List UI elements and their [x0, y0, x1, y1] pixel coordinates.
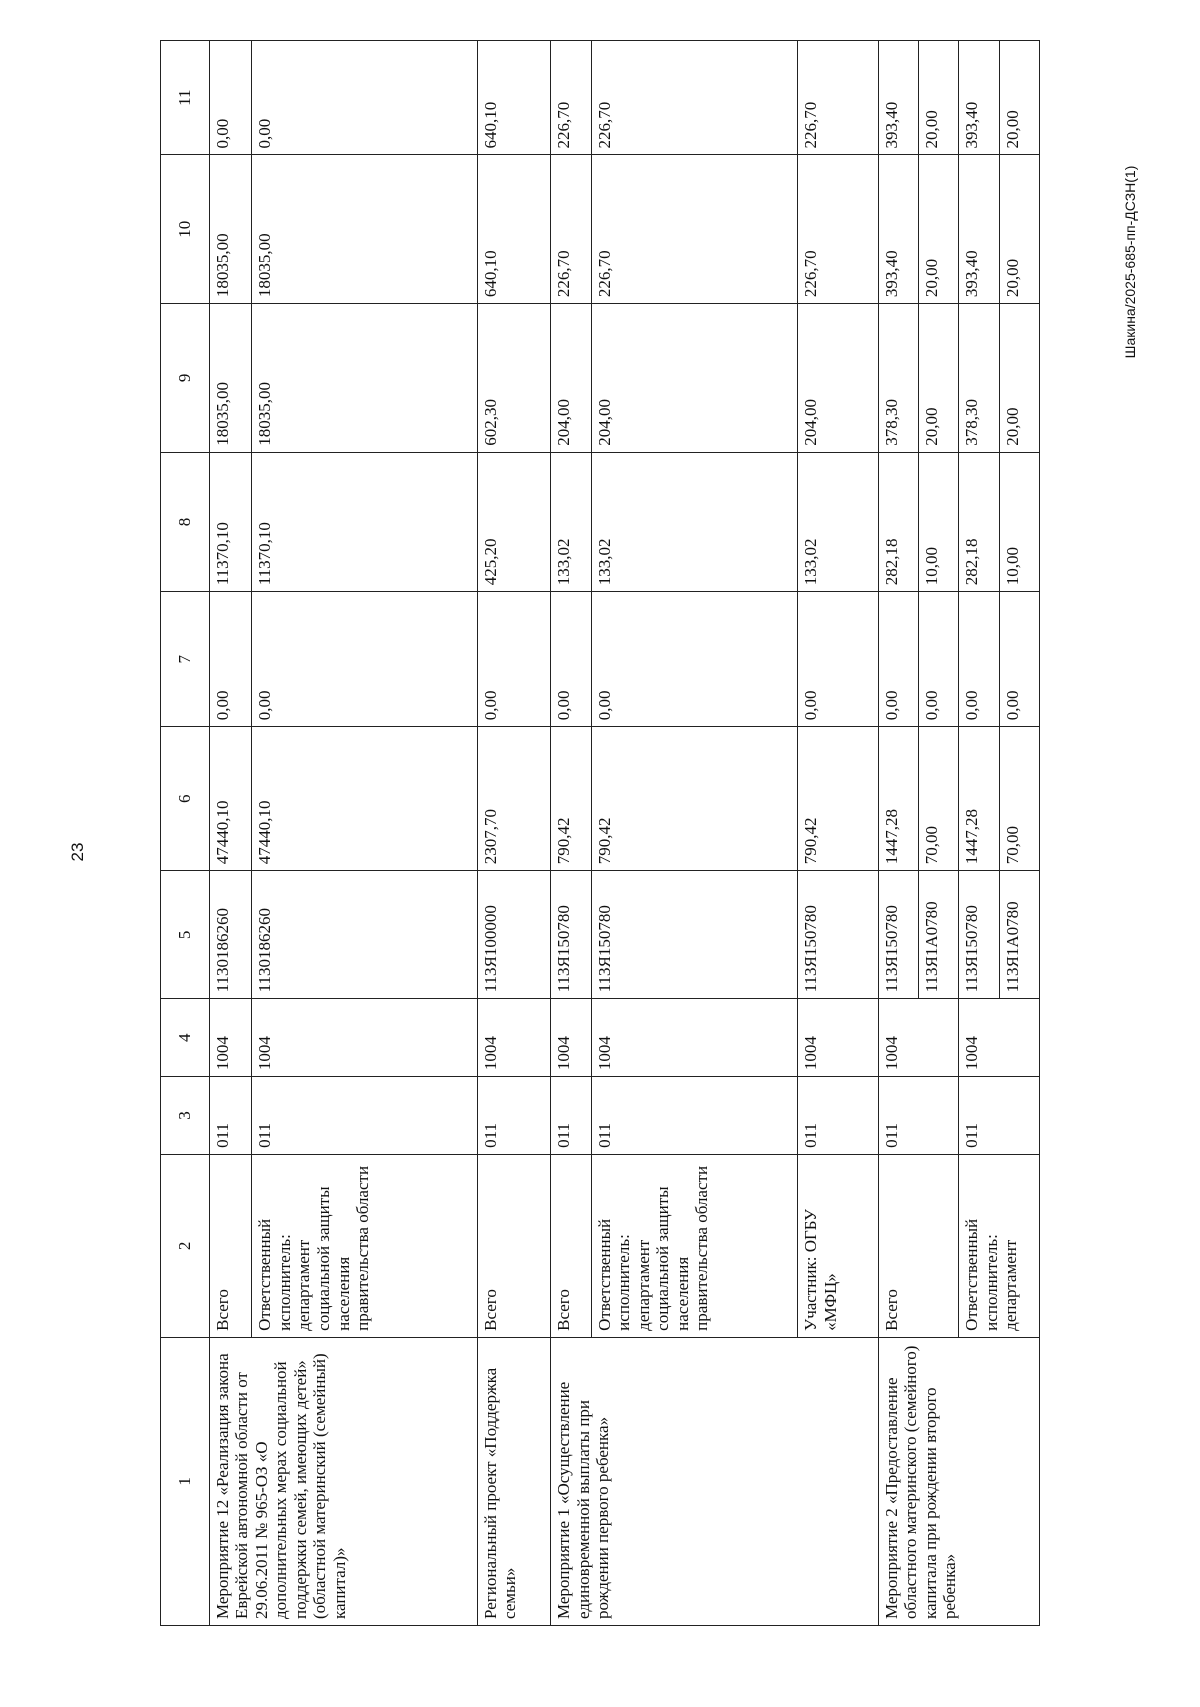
m2-total-label: Всего: [878, 1154, 959, 1337]
m2-resp-r1-c10: 393,40: [959, 155, 999, 304]
m2-total-r1-c8: 282,18: [878, 452, 918, 592]
m2-total-c4: 1004: [878, 999, 959, 1077]
m12-total-c3: 011: [209, 1077, 252, 1155]
m1-resp-c7: 0,00: [591, 592, 797, 727]
m1-resp-label: Ответственный исполнитель: департамент социальной защиты населения правительства области: [591, 1154, 797, 1337]
rp-total-c3: 011: [477, 1077, 551, 1155]
col-header-9: 9: [161, 304, 210, 453]
m1-part-c9: 204,00: [797, 304, 878, 453]
m2-total-r1-c11: 393,40: [878, 41, 918, 155]
m12-resp-c6: 47440,10: [252, 727, 477, 871]
m12-total-c11: 0,00: [209, 41, 252, 155]
m2-total-r2-c11: 20,00: [918, 41, 958, 155]
m12-resp-c8: 11370,10: [252, 452, 477, 592]
m1-resp-c3: 011: [591, 1077, 797, 1155]
col-header-7: 7: [161, 592, 210, 727]
m12-total-c7: 0,00: [209, 592, 252, 727]
m2-resp-r2-c5: 113Я1А0780: [999, 871, 1039, 999]
rp-total-c6: 2307,70: [477, 727, 551, 871]
m2-resp-c3: 011: [959, 1077, 1040, 1155]
col-header-6: 6: [161, 727, 210, 871]
m2-total-r1-c9: 378,30: [878, 304, 918, 453]
m12-total-label: Всего: [209, 1154, 252, 1337]
m1-total-c10: 226,70: [551, 155, 591, 304]
m2-total-r1-c5: 113Я150780: [878, 871, 918, 999]
budget-table-rotated: [160, 40, 1040, 1626]
m2-resp-r2-c9: 20,00: [999, 304, 1039, 453]
m1-total-c9: 204,00: [551, 304, 591, 453]
m1-resp-c6: 790,42: [591, 727, 797, 871]
m2-resp-r1-c6: 1447,28: [959, 727, 999, 871]
m2-total-r1-c6: 1447,28: [878, 727, 918, 871]
m2-resp-r1-c9: 378,30: [959, 304, 999, 453]
m1-part-label: Участник: ОГБУ «МФЦ»: [797, 1154, 878, 1337]
m1-total-c5: 113Я150780: [551, 871, 591, 999]
m12-resp-c9: 18035,00: [252, 304, 477, 453]
m1-total-c7: 0,00: [551, 592, 591, 727]
col-header-3: 3: [161, 1077, 210, 1155]
m1-resp-c11: 226,70: [591, 41, 797, 155]
m1-resp-c5: 113Я150780: [591, 871, 797, 999]
table-row: [209, 41, 252, 1626]
m1-part-c5: 113Я150780: [797, 871, 878, 999]
m12-resp-c7: 0,00: [252, 592, 477, 727]
m12-total-c4: 1004: [209, 999, 252, 1077]
col-header-1: 1: [161, 1337, 210, 1625]
m1-part-c11: 226,70: [797, 41, 878, 155]
m2-resp-label: Ответственный исполнитель: департамент: [959, 1154, 1040, 1337]
document-code: Шакина/2025-685-пп-ДСЗН(1): [1122, 165, 1138, 359]
m1-total-c8: 133,02: [551, 452, 591, 592]
m12-total-c6: 47440,10: [209, 727, 252, 871]
rp-total-c7: 0,00: [477, 592, 551, 727]
m12-resp-label: Ответственный исполнитель: департамент социальной защиты населения правительства области: [252, 1154, 477, 1337]
m2-name: Мероприятие 2 «Предоставление областного материнского (семейного) капитала при рождении второго ребенка»: [878, 1337, 1039, 1625]
m2-resp-r1-c5: 113Я150780: [959, 871, 999, 999]
m2-total-r2-c9: 20,00: [918, 304, 958, 453]
m1-resp-c9: 204,00: [591, 304, 797, 453]
rp-name: Региональный проект «Поддержка семьи»: [477, 1337, 551, 1625]
rp-total-c10: 640,10: [477, 155, 551, 304]
m1-total-c3: 011: [551, 1077, 591, 1155]
m2-resp-r2-c10: 20,00: [999, 155, 1039, 304]
m1-name: Мероприятие 1 «Осуществление единовременной выплаты при рождении первого ребенка»: [551, 1337, 878, 1625]
budget-table: [160, 40, 1040, 1626]
m1-part-c6: 790,42: [797, 727, 878, 871]
table-row: [477, 41, 551, 1626]
rp-total-c4: 1004: [477, 999, 551, 1077]
m1-part-c10: 226,70: [797, 155, 878, 304]
m12-resp-c5: 1130186260: [252, 871, 477, 999]
m2-resp-c4: 1004: [959, 999, 1040, 1077]
m1-resp-c10: 226,70: [591, 155, 797, 304]
m2-total-c3: 011: [878, 1077, 959, 1155]
m2-total-r2-c7: 0,00: [918, 592, 958, 727]
m12-total-c9: 18035,00: [209, 304, 252, 453]
budget-table-wrapper: [160, 40, 1040, 1626]
m1-resp-c8: 133,02: [591, 452, 797, 592]
m2-resp-r2-c6: 70,00: [999, 727, 1039, 871]
m2-resp-r2-c7: 0,00: [999, 592, 1039, 727]
m1-part-c7: 0,00: [797, 592, 878, 727]
table-row: [878, 41, 918, 1626]
table-row: [551, 41, 591, 1626]
m1-resp-c4: 1004: [591, 999, 797, 1077]
col-header-8: 8: [161, 452, 210, 592]
m2-total-r2-c10: 20,00: [918, 155, 958, 304]
m1-part-c8: 133,02: [797, 452, 878, 592]
col-header-5: 5: [161, 871, 210, 999]
m2-total-r2-c6: 70,00: [918, 727, 958, 871]
col-header-4: 4: [161, 999, 210, 1077]
col-header-11: 11: [161, 41, 210, 155]
rp-total-c9: 602,30: [477, 304, 551, 453]
m12-total-c8: 11370,10: [209, 452, 252, 592]
m2-total-r2-c8: 10,00: [918, 452, 958, 592]
m1-part-c3: 011: [797, 1077, 878, 1155]
m2-resp-r1-c8: 282,18: [959, 452, 999, 592]
m2-total-r1-c7: 0,00: [878, 592, 918, 727]
m12-total-c5: 1130186260: [209, 871, 252, 999]
m1-total-label: Всего: [551, 1154, 591, 1337]
page-number: 23: [68, 842, 87, 862]
rp-total-c11: 640,10: [477, 41, 551, 155]
m1-total-c11: 226,70: [551, 41, 591, 155]
m2-resp-r2-c8: 10,00: [999, 452, 1039, 592]
rp-total-label: Всего: [477, 1154, 551, 1337]
m2-resp-r1-c7: 0,00: [959, 592, 999, 727]
m1-part-c4: 1004: [797, 999, 878, 1077]
m1-total-c4: 1004: [551, 999, 591, 1077]
m12-resp-c11: 0,00: [252, 41, 477, 155]
m2-resp-r2-c11: 20,00: [999, 41, 1039, 155]
rp-total-c8: 425,20: [477, 452, 551, 592]
rp-total-c5: 113Я100000: [477, 871, 551, 999]
col-header-2: 2: [161, 1154, 210, 1337]
column-number-row: [161, 41, 210, 1626]
m12-resp-c3: 011: [252, 1077, 477, 1155]
m12-name: Мероприятие 12 «Реализация закона Еврейской автономной области от 29.06.2011 № 965-ОЗ «О дополнительных мерах социальной поддержки семей, имеющих детей» (областной материнский (семейный) капитал)»: [209, 1337, 477, 1625]
m1-total-c6: 790,42: [551, 727, 591, 871]
m12-resp-c10: 18035,00: [252, 155, 477, 304]
col-header-10: 10: [161, 155, 210, 304]
m2-total-r2-c5: 113Я1А0780: [918, 871, 958, 999]
m12-resp-c4: 1004: [252, 999, 477, 1077]
m2-total-r1-c10: 393,40: [878, 155, 918, 304]
m12-total-c10: 18035,00: [209, 155, 252, 304]
m2-resp-r1-c11: 393,40: [959, 41, 999, 155]
